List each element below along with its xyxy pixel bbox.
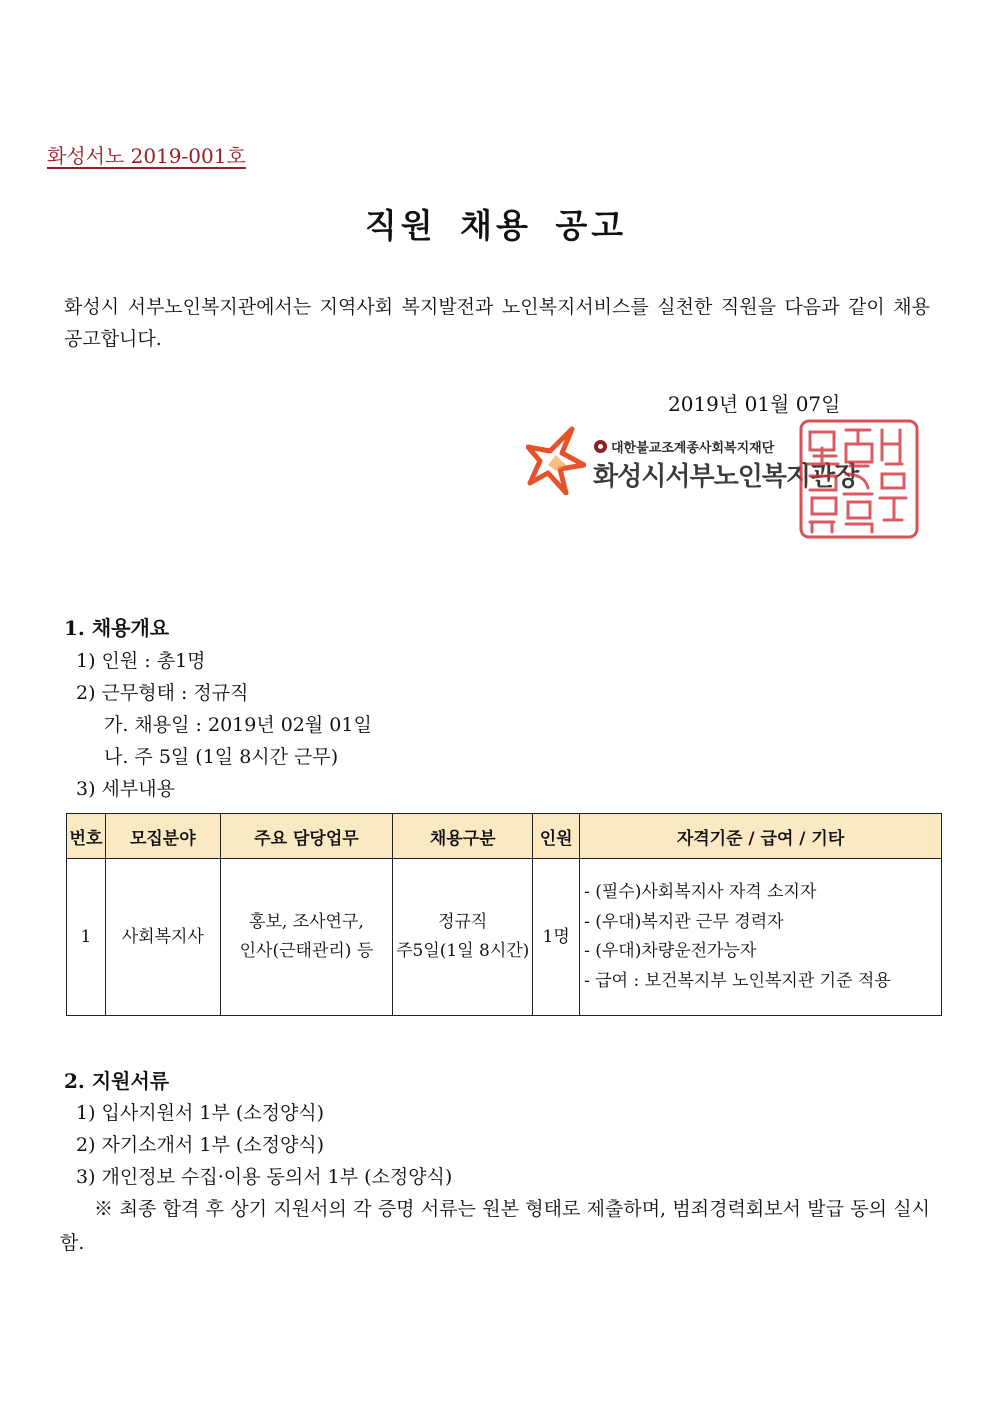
organization-name: 화성시서부노인복지관장 (593, 462, 859, 492)
duties-line-2: 인사(근태관리) 등 (239, 941, 374, 961)
submission-note: ※ 최종 합격 후 상기 지원서의 각 증명 서류는 원본 형태로 제출하며, 범죄경력회보서 발급 동의 실시함. (60, 1198, 930, 1254)
details-line: 3) 세부내용 (76, 778, 175, 800)
header-no: 번호 (67, 814, 106, 859)
cell-qualifications (580, 859, 942, 1016)
document-number: 화성서노 2019-001호 (47, 144, 246, 168)
page-title: 직원 채용 공고 (364, 206, 628, 245)
foundation-name (594, 437, 774, 456)
document-item: 3) 개인정보 수집·이용 동의서 1부 (소정양식) (76, 1166, 453, 1188)
issue-date: 2019년 01월 07일 (668, 392, 841, 416)
header-type: 채용구분 (393, 814, 533, 859)
qualification-item: - 급여 : 보건복지부 노인복지관 기준 적용 (584, 970, 891, 991)
cell-no: 1 (67, 859, 106, 1016)
document-item: 1) 입사지원서 1부 (소정양식) (76, 1102, 325, 1124)
section1-heading: 1. 채용개요 (64, 616, 170, 640)
duties-line-1: 홍보, 조사연구, (249, 912, 364, 932)
qualification-item: - (우대)차량운전가능자 (584, 941, 757, 961)
cell-duties (220, 859, 393, 1016)
cell-type (393, 859, 533, 1016)
header-field: 모집분야 (105, 814, 220, 859)
work-type-line: 2) 근무형태 : 정규직 (76, 682, 249, 704)
type-line-2: 주5일(1일 8시간) (396, 941, 530, 961)
official-seal-icon (798, 418, 920, 540)
recruitment-table (66, 813, 942, 1016)
header-count: 인원 (533, 814, 580, 859)
qualification-item: - (필수)사회복지사 자격 소지자 (584, 882, 817, 902)
cell-count: 1명 (533, 859, 580, 1016)
qualification-item: - (우대)복지관 근무 경력자 (584, 911, 784, 932)
foundation-emblem-icon (594, 440, 607, 453)
start-date-line: 가. 채용일 : 2019년 02월 01일 (104, 714, 372, 736)
cell-field: 사회복지사 (105, 859, 220, 1016)
headcount-line: 1) 인원 : 총1명 (76, 650, 206, 672)
section2-heading: 2. 지원서류 (64, 1069, 170, 1093)
table-header-row (67, 814, 942, 859)
hours-line: 나. 주 5일 (1일 8시간 근무) (104, 746, 339, 768)
intro-paragraph: 화성시 서부노인복지관에서는 지역사회 복지발전과 노인복지서비스를 실천한 직원을 다음과 같이 채용 공고합니다. (64, 296, 930, 350)
type-line-1: 정규직 (438, 912, 488, 932)
document-item: 2) 자기소개서 1부 (소정양식) (76, 1134, 325, 1156)
header-duties: 주요 담당업무 (220, 814, 393, 859)
foundation-logo-icon (526, 425, 586, 495)
foundation-label: 대한불교조계종사회복지재단 (611, 441, 775, 456)
header-qualifications: 자격기준 / 급여 / 기타 (580, 814, 942, 859)
table-row (67, 859, 942, 1016)
